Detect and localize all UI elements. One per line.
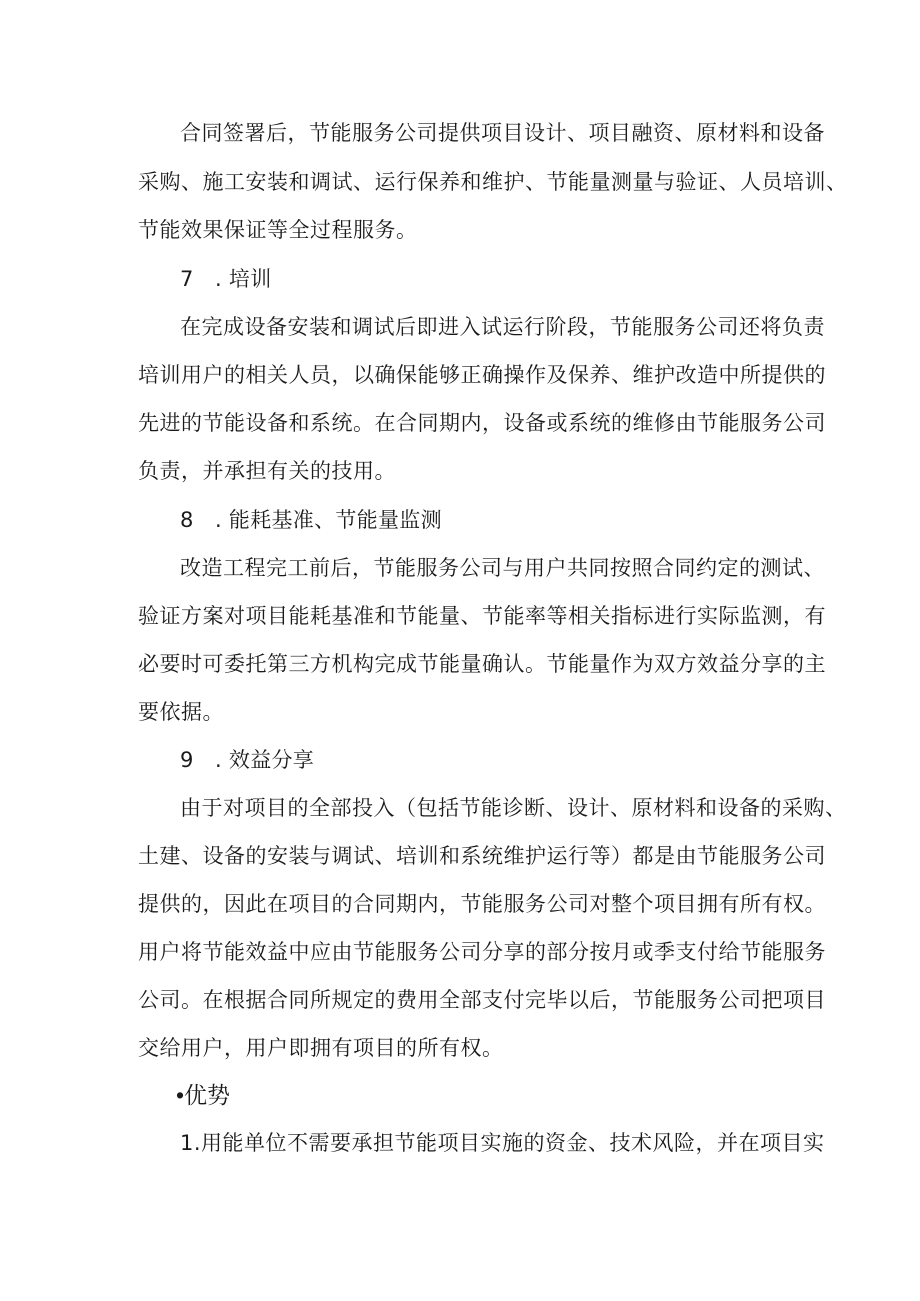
paragraph-4-line-1: 由于对项目的全部投入（包括节能诊断、设计、原材料和设备的采购、: [180, 796, 847, 820]
heading-7: 7 . 培训: [180, 267, 272, 291]
paragraph-4-line-5: 公司。在根据合同所规定的费用全部支付完毕以后，节能服务公司把项目: [138, 988, 826, 1012]
heading-8: 8 . 能耗基准、节能量监测: [180, 508, 442, 532]
paragraph-4-line-2: 土建、设备的安装与调试、培训和系统维护运行等）都是由节能服务公司: [138, 844, 826, 868]
paragraph-1-line-2: 采购、施工安装和调试、运行保养和维护、节能量测量与验证、人员培训、: [138, 170, 848, 194]
paragraph-2-line-1: 在完成设备安装和调试后即进入试运行阶段，节能服务公司还将负责: [180, 315, 825, 339]
paragraph-4-line-6: 交给用户，用户即拥有项目的所有权。: [138, 1036, 504, 1060]
paragraph-2-line-2: 培训用户的相关人员，以确保能够正确操作及保养、维护改造中所提供的: [138, 363, 826, 387]
paragraph-3-line-3: 必要时可委托第三方机构完成节能量确认。节能量作为双方效益分享的主: [138, 652, 826, 676]
paragraph-3-line-2: 验证方案对项目能耗基准和节能量、节能率等相关指标进行实际监测，有: [138, 604, 826, 628]
paragraph-4-line-4: 用户将节能效益中应由节能服务公司分享的部分按月或季支付给节能服务: [138, 940, 826, 964]
heading-9: 9 . 效益分享: [180, 748, 315, 772]
paragraph-3-line-1: 改造工程完工前后，节能服务公司与用户共同按照合同约定的测试、: [180, 556, 825, 580]
paragraph-4-line-3: 提供的，因此在项目的合同期内，节能服务公司对整个项目拥有所有权。: [138, 892, 826, 916]
paragraph-5-line-1: 1.用能单位不需要承担节能项目实施的资金、技术风险，并在项目实: [180, 1131, 825, 1155]
paragraph-3-line-4: 要依据。: [138, 700, 224, 724]
paragraph-2-line-4: 负责，并承担有关的技用。: [138, 459, 396, 483]
paragraph-1-line-1: 合同签署后，节能服务公司提供项目设计、项目融资、原材料和设备: [180, 121, 825, 145]
paragraph-1-line-3: 节能效果保证等全过程服务。: [138, 218, 418, 242]
section-heading-advantages: •优势: [176, 1082, 231, 1108]
paragraph-2-line-3: 先进的节能设备和系统。在合同期内，设备或系统的维修由节能服务公司: [138, 411, 826, 435]
